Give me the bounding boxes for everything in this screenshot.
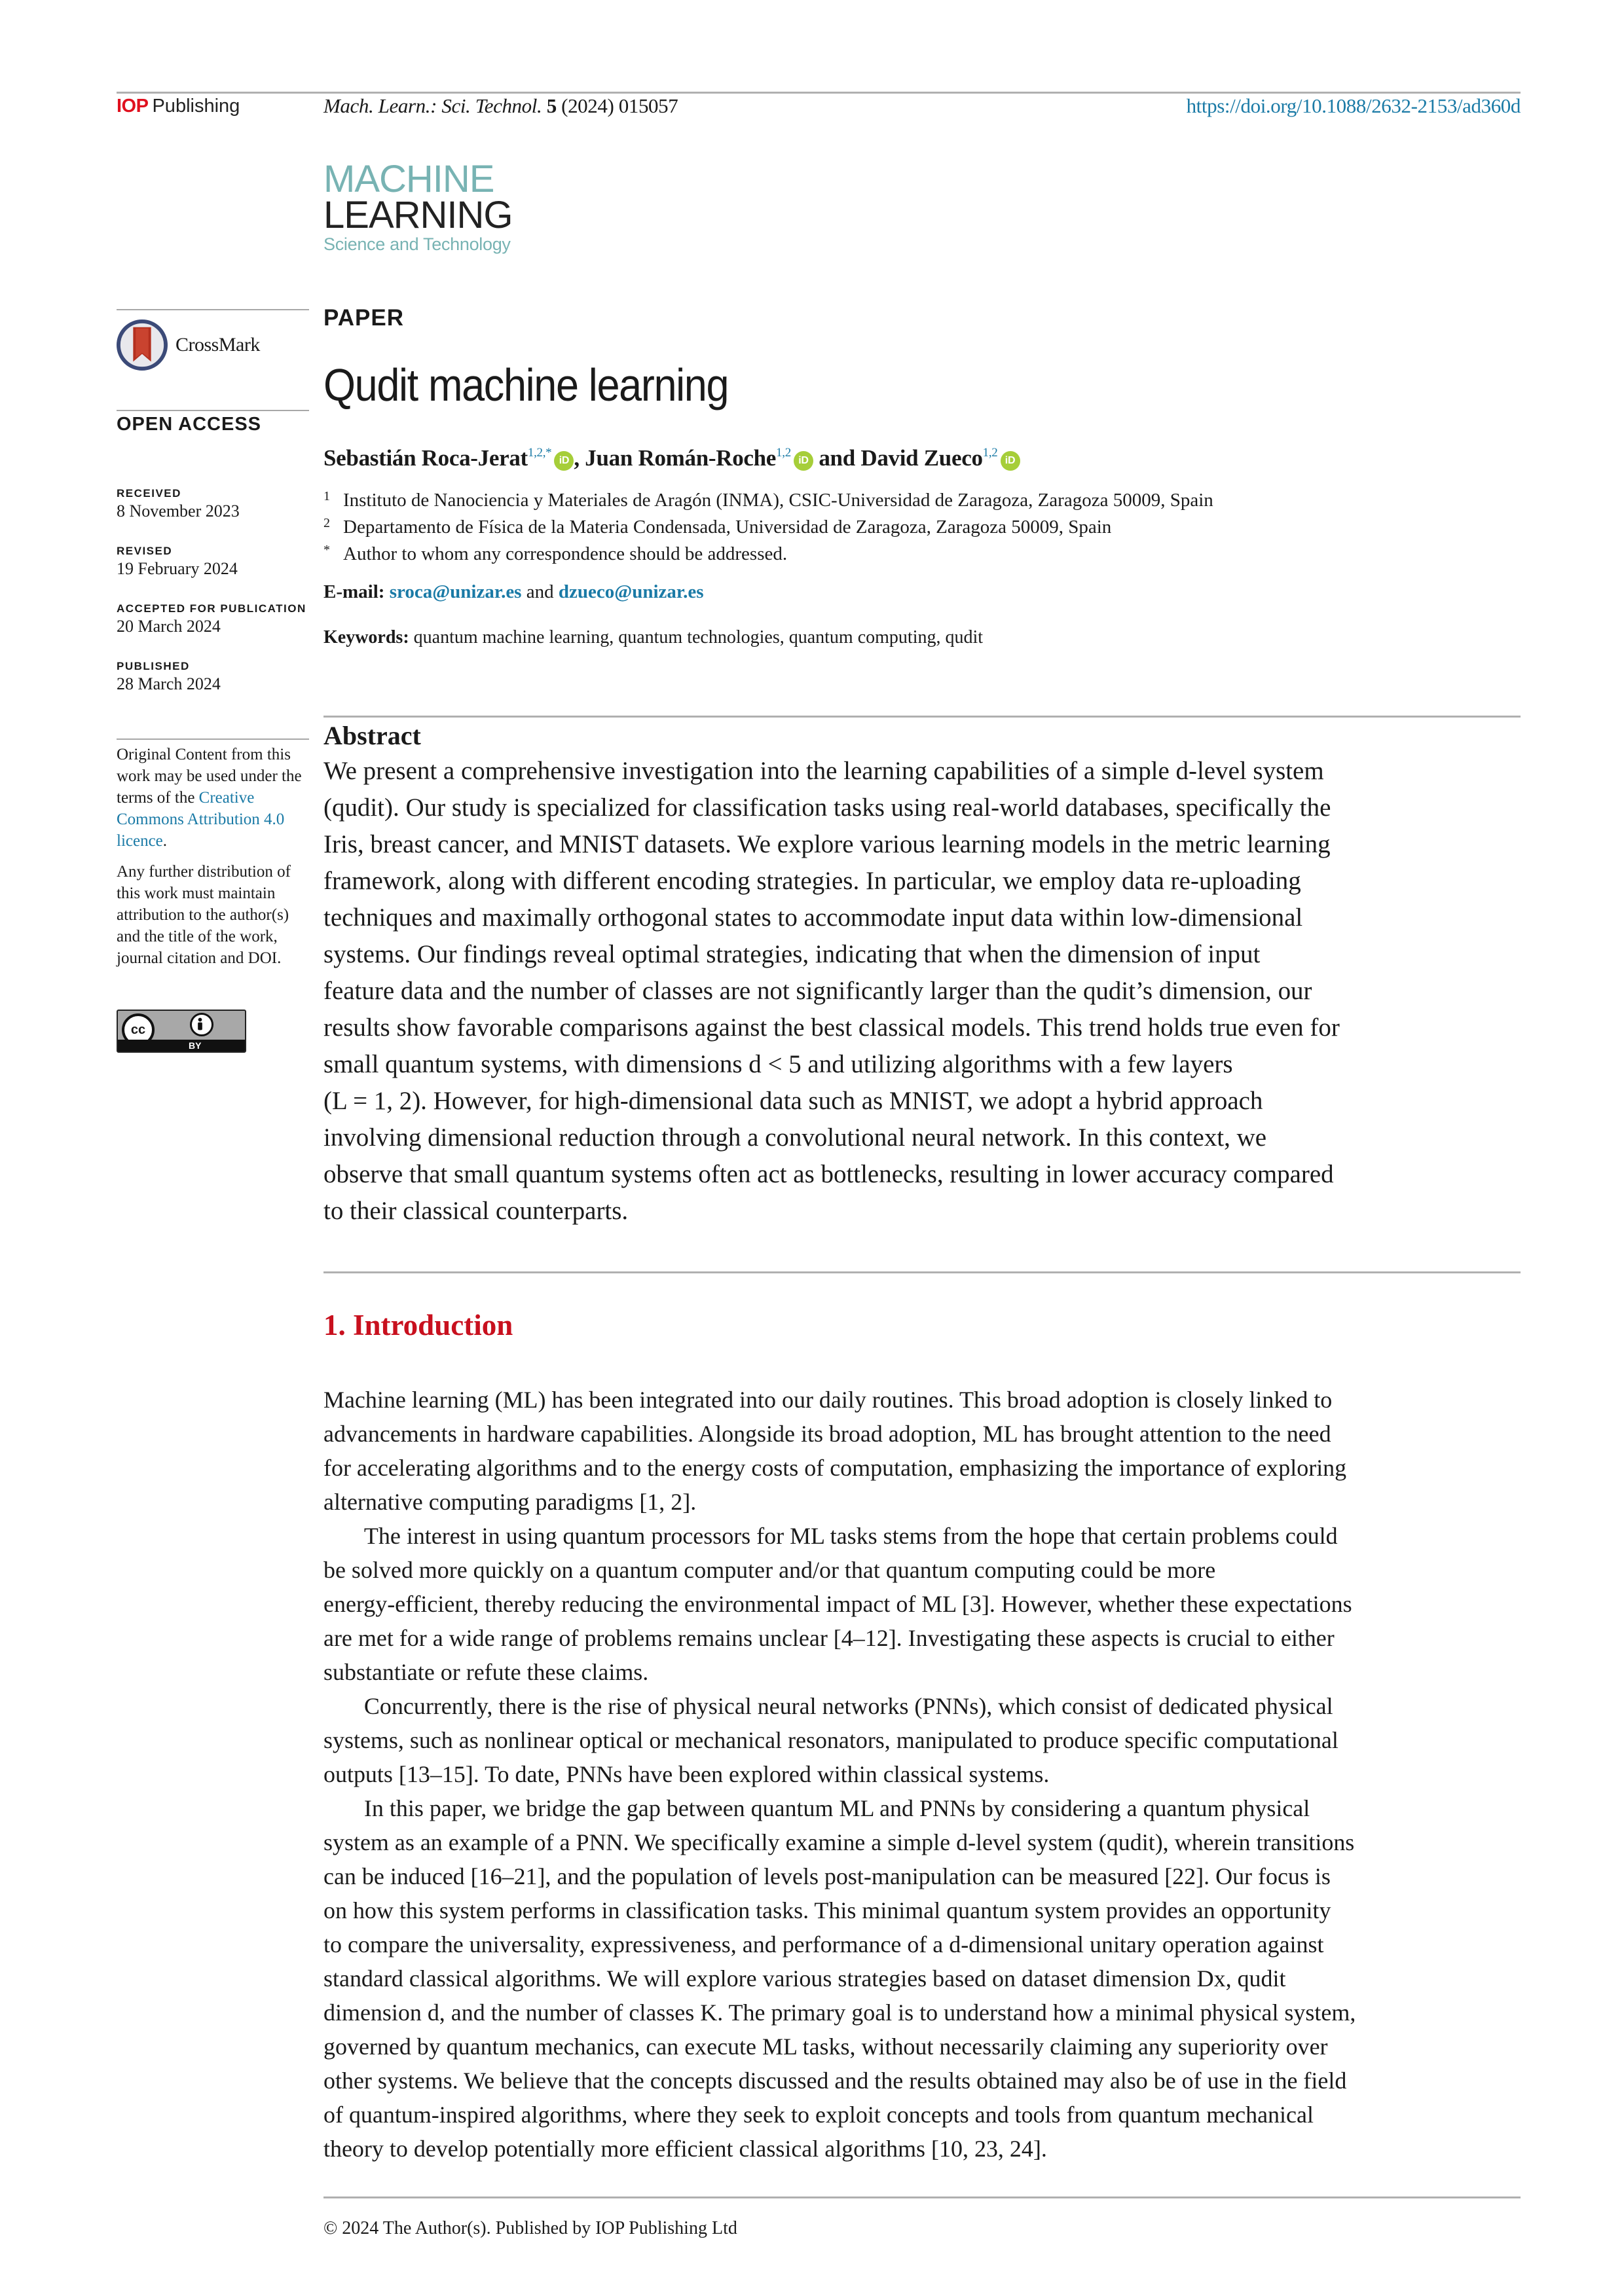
- intro-line: Concurrently, there is the rise of physical neural networks (PNNs), which consist of dedicated physical: [363, 1693, 1333, 1719]
- abstract-line: results show favorable comparisons against the best classical models. This trend holds true even for: [323, 1013, 1340, 1042]
- date-value: 19 February 2024: [117, 559, 238, 578]
- journal-logo-line1: MACHINE: [323, 158, 494, 200]
- intro-line: In this paper, we bridge the gap between quantum ML and PNNs by considering a quantum physical: [363, 1795, 1310, 1821]
- affiliation-text: Departamento de Física de la Materia Condensada, Universidad de Zaragoza, Zaragoza 50009, Spain: [343, 517, 1112, 538]
- footer-rule: [323, 2196, 1521, 2198]
- keywords-line: [323, 627, 983, 648]
- email-link[interactable]: dzueco@unizar.es: [558, 581, 704, 602]
- abstract-line: small quantum systems, with dimensions d < 5 and utilizing algorithms with a few layers: [323, 1050, 1233, 1078]
- intro-line: energy-efficient, thereby reducing the environmental impact of ML [3]. However, whether these expectations: [323, 1591, 1352, 1617]
- license-notice: [117, 744, 313, 978]
- abstract-line: to their classical counterparts.: [323, 1197, 629, 1225]
- email-line: [323, 581, 704, 603]
- license-suffix: .: [162, 832, 168, 850]
- date-value: 20 March 2024: [117, 617, 221, 636]
- abstract-line: involving dimensional reduction through a convolutional neural network. In this context, we: [323, 1123, 1267, 1152]
- section-heading-introduction: 1. Introduction: [323, 1309, 513, 1341]
- abstract-line: systems. Our findings reveal optimal strategies, indicating that when the dimension of input: [323, 940, 1261, 968]
- author-separator: and: [813, 445, 861, 471]
- abstract-line: We present a comprehensive investigation into the learning capabilities of a simple d-level system: [323, 757, 1324, 785]
- author-affiliation-marks[interactable]: 1,2,*: [527, 446, 552, 460]
- article-type-label: PAPER: [323, 305, 404, 331]
- author-separator: ,: [574, 445, 585, 471]
- intro-line: governed by quantum mechanics, can execute ML tasks, without necessarily claiming any superiority over: [323, 2033, 1328, 2060]
- intro-line: dimension d, and the number of classes K. The primary goal is to understand how a minimal physical system,: [323, 1999, 1356, 2026]
- distribution-note: Any further distribution of this work must maintain attribution to the author(s) and the title of the work, journal citation and DOI.: [117, 863, 291, 967]
- email-joiner: and: [521, 581, 559, 602]
- affiliation-item: [323, 487, 1213, 514]
- cc-by-badge[interactable]: [117, 1010, 246, 1053]
- abstract-line: framework, along with different encoding strategies. In particular, we employ data re-uploading: [323, 867, 1301, 895]
- running-header: [117, 96, 1521, 122]
- journal-year-article: (2024) 015057: [561, 94, 678, 117]
- doi-link[interactable]: https://doi.org/10.1088/2632-2153/ad360d: [1186, 94, 1521, 117]
- iop-logo-text: Publishing: [152, 96, 240, 117]
- abstract-line: techniques and maximally orthogonal states to accommodate input data within low-dimensional: [323, 903, 1303, 932]
- intro-line: other systems. We believe that the concepts discussed and the results obtained may also be of use in the field: [323, 2068, 1347, 2094]
- intro-line: systems, such as nonlinear optical or mechanical resonators, manipulated to produce specific computational: [323, 1727, 1338, 1753]
- abstract-line: (qudit). Our study is specialized for classification tasks using real-world databases, specifically the: [323, 793, 1331, 822]
- keywords-list: quantum machine learning, quantum technologies, quantum computing, qudit: [413, 627, 984, 647]
- keywords-label: Keywords:: [323, 627, 409, 647]
- abstract-body: [323, 753, 1522, 1230]
- author-name[interactable]: Juan Román-Roche: [585, 445, 777, 471]
- date-received: [117, 487, 240, 521]
- iop-publishing-logo[interactable]: [117, 96, 240, 117]
- intro-line: can be induced [16–21], and the population of levels post-manipulation can be measured [22]. Our focus is: [323, 1863, 1331, 1889]
- author-name[interactable]: Sebastián Roca-Jerat: [323, 445, 528, 471]
- article-title: Qudit machine learning: [323, 359, 729, 410]
- attribution-person-icon: [190, 1013, 213, 1036]
- header-rule: [117, 92, 1521, 94]
- affiliation-text: Author to whom any correspondence should be addressed.: [343, 543, 788, 564]
- copyright-notice: © 2024 The Author(s). Published by IOP Publishing Ltd: [323, 2218, 737, 2238]
- date-label: PUBLISHED: [117, 660, 190, 672]
- intro-line: advancements in hardware capabilities. Alongside its broad adoption, ML has brought attention to the need: [323, 1421, 1331, 1447]
- date-label: ACCEPTED FOR PUBLICATION: [117, 602, 306, 615]
- cc-icon: cc: [122, 1013, 155, 1046]
- email-label: E-mail:: [323, 581, 385, 602]
- crossmark-label: CrossMark: [175, 334, 260, 355]
- by-label: BY: [189, 1040, 202, 1051]
- abstract-line: feature data and the number of classes are not significantly larger than the qudit’s dimension, our: [323, 977, 1312, 1005]
- introduction-body: [323, 1383, 1522, 2166]
- orcid-icon[interactable]: iD: [554, 451, 574, 471]
- date-label: REVISED: [117, 545, 173, 557]
- iop-logo-mark: IOP: [117, 96, 149, 117]
- sidebar-rule-top: [117, 309, 309, 310]
- intro-line: outputs [13–15]. To date, PNNs have been explored within classical systems.: [323, 1761, 1050, 1787]
- affiliations: [323, 487, 1213, 568]
- intro-line: be solved more quickly on a quantum computer and/or that quantum computing could be more: [323, 1557, 1216, 1583]
- date-value: 8 November 2023: [117, 501, 240, 520]
- intro-line: of quantum-inspired algorithms, where they seek to exploit concepts and tools from quantum mechanical: [323, 2102, 1314, 2128]
- intro-line: system as an example of a PNN. We specifically examine a simple d-level system (qudit), wherein transitions: [323, 1829, 1355, 1855]
- abstract-line: Iris, breast cancer, and MNIST datasets. We explore various learning models in the metric learning: [323, 830, 1331, 858]
- journal-abbrev: Mach. Learn.: Sci. Technol.: [323, 94, 542, 117]
- author-affiliation-marks[interactable]: 1,2: [982, 446, 998, 460]
- intro-line: to compare the universality, expressiveness, and performance of a d-dimensional unitary operation against: [323, 1931, 1324, 1958]
- intro-line: substantiate or refute these claims.: [323, 1659, 649, 1685]
- intro-line: Machine learning (ML) has been integrated into our daily routines. This broad adoption is closely linked to: [323, 1387, 1333, 1413]
- sidebar-rule-open-access: [117, 410, 309, 411]
- author-affiliation-marks[interactable]: 1,2: [776, 446, 791, 460]
- intro-line: for accelerating algorithms and to the energy costs of computation, emphasizing the importance of exploring: [323, 1455, 1347, 1481]
- crossmark-badge[interactable]: [117, 319, 313, 372]
- date-label: RECEIVED: [117, 487, 181, 500]
- intro-line: on how this system performs in classification tasks. This minimal quantum system provides an opportunity: [323, 1897, 1331, 1923]
- abstract-line: (L = 1, 2). However, for high-dimensional data such as MNIST, we adopt a hybrid approach: [323, 1087, 1263, 1115]
- intro-line: are met for a wide range of problems remains unclear [4–12]. Investigating these aspects is crucial to either: [323, 1625, 1335, 1651]
- date-revised: [117, 545, 238, 579]
- open-access-label: OPEN ACCESS: [117, 414, 262, 435]
- date-accepted: [117, 602, 306, 636]
- by-bar: [118, 1040, 245, 1051]
- intro-line: alternative computing paradigms [1, 2].: [323, 1489, 697, 1515]
- intro-line: standard classical algorithms. We will explore various strategies based on dataset dimension Dx, qudit: [323, 1965, 1286, 1992]
- author-list: [323, 445, 1020, 471]
- affiliation-mark: 1: [323, 489, 330, 503]
- author-name[interactable]: David Zueco: [860, 445, 983, 471]
- affiliation-mark: 2: [323, 516, 330, 530]
- date-published: [117, 660, 221, 694]
- journal-logo-line3: Science and Technology: [323, 234, 511, 254]
- email-link[interactable]: sroca@unizar.es: [389, 581, 522, 602]
- affiliation-mark: *: [323, 543, 330, 557]
- orcid-icon[interactable]: iD: [1001, 451, 1020, 471]
- abstract-rule-top: [323, 716, 1521, 718]
- license-paragraph: [117, 744, 313, 852]
- intro-line: theory to develop potentially more efficient classical algorithms [10, 23, 24].: [323, 2136, 1047, 2162]
- intro-line: The interest in using quantum processors for ML tasks stems from the hope that certain problems could: [363, 1523, 1338, 1549]
- journal-volume: 5: [546, 94, 557, 117]
- affiliation-text: Instituto de Nanociencia y Materiales de Aragón (INMA), CSIC-Universidad de Zaragoza, Zaragoza 50009, Spain: [343, 490, 1213, 511]
- affiliation-item: [323, 541, 1213, 568]
- affiliation-item: [323, 514, 1213, 541]
- journal-logo-line2: LEARNING: [323, 194, 513, 236]
- abstract-line: observe that small quantum systems often act as bottlenecks, resulting in lower accuracy compared: [323, 1160, 1334, 1188]
- crossmark-icon: [117, 319, 168, 371]
- date-value: 28 March 2024: [117, 674, 221, 693]
- journal-citation: [323, 94, 678, 118]
- sidebar-rule-license: [117, 738, 309, 740]
- license-prefix: Original Content from this work may be used under the terms of the: [117, 746, 302, 807]
- cc-license-link[interactable]: Creative Commons Attribution 4.0 licence: [117, 789, 285, 850]
- orcid-icon[interactable]: iD: [794, 451, 813, 471]
- abstract-heading: Abstract: [323, 721, 421, 750]
- journal-logo[interactable]: [323, 158, 513, 255]
- abstract-rule-bottom: [323, 1271, 1521, 1273]
